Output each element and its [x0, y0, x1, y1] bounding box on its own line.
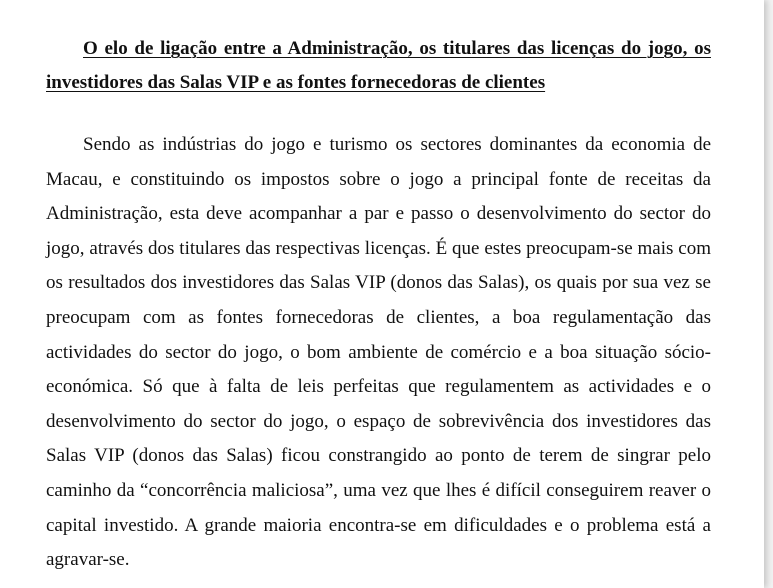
document-heading: O elo de ligação entre a Administração, os titulares das licenças do jogo, os investidores das Salas VIP e as fontes fornecedoras de clientes	[46, 38, 711, 93]
body-paragraph: Sendo as indústrias do jogo e turismo os sectores dominantes da economia de Macau, e constituindo os impostos sobre o jogo a principal fonte de receitas da Administração, esta deve acompanhar a par e passo o desenvolvimento do sector do jogo, através dos titulares das respectivas licenças. É que estes preocupam-se mais com os resultados dos investidores das Salas VIP (donos das Salas), os quais por sua vez se preocupam com as fontes fornecedoras de clientes, a boa regulamentação das actividades do sector do jogo, o bom ambiente de comércio e a boa situação sócio-económica. Só que à falta de leis perfeitas que regulamentem as actividades e o desenvolvimento do sector do jogo, o espaço de sobrevivência dos investidores das Salas VIP (donos das Salas) ficou constrangido ao ponto de terem de singrar pelo caminho da “concorrência maliciosa”, uma vez que lhes é difícil conseguirem reaver o capital investido. A grande maioria encontra-se em dificuldades e o problema está a agravar-se.	[46, 134, 711, 571]
